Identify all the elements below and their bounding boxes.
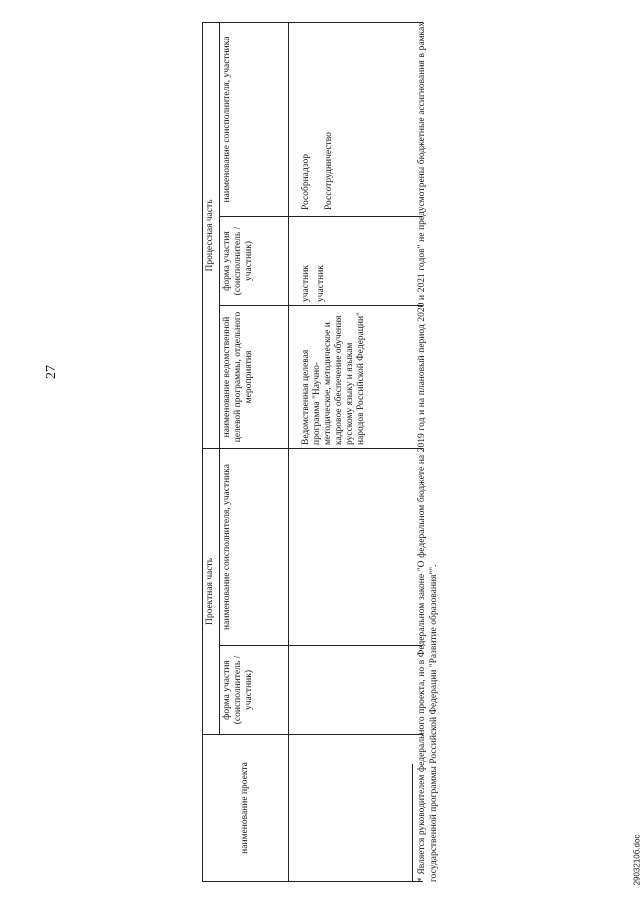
program-participants-table (202, 22, 423, 882)
header-project-participant: наименование соисполнителя, участника (220, 449, 289, 646)
header-group-project-part: Проектная часть (203, 449, 220, 735)
header-project-name: наименование проекта (203, 735, 289, 882)
table-row (289, 23, 424, 882)
header-group-process-part: Процессная часть (203, 23, 220, 449)
process-form-1: участник (301, 265, 311, 302)
header-process-participant: наименование соисполнителя, участника (220, 23, 289, 217)
cell-process-form (289, 217, 424, 306)
process-participant-1: Рособрнадзор (301, 153, 311, 210)
page-number: 27 (44, 365, 59, 379)
cell-process-participant (289, 23, 424, 217)
footnote: * Является руководителем федерального проекта, но в Федеральном законе "О федеральном бюджете на 2019 год и на плановый период 2020 и 2021 годов" не предусмотрены бюджетные ассигнования в рамках государственной программы Российской Федерации "Развитие образования"". (417, 22, 439, 882)
process-form-2: участник (316, 265, 326, 302)
cell-project-participant (289, 449, 424, 646)
document-code: 2903210б.doc (632, 834, 642, 886)
header-process-form: форма участия (соисполнитель / участник) (220, 217, 289, 306)
footnote-divider (412, 764, 413, 882)
cell-process-program: Ведомственная целевая программа "Научно-методическое, методическое и кадровое обеспечение обучения русскому языку и языкам народов Российской Федерации" (289, 306, 424, 449)
process-participant-2: Россотрудничество (324, 132, 334, 210)
cell-project-form (289, 646, 424, 735)
header-project-form: форма участия (соисполнитель / участник) (220, 646, 289, 735)
landscape-content (202, 22, 442, 882)
header-process-program: наименование ведомственной целевой программы, отдельного мероприятия (220, 306, 289, 449)
cell-project-name (289, 735, 424, 882)
